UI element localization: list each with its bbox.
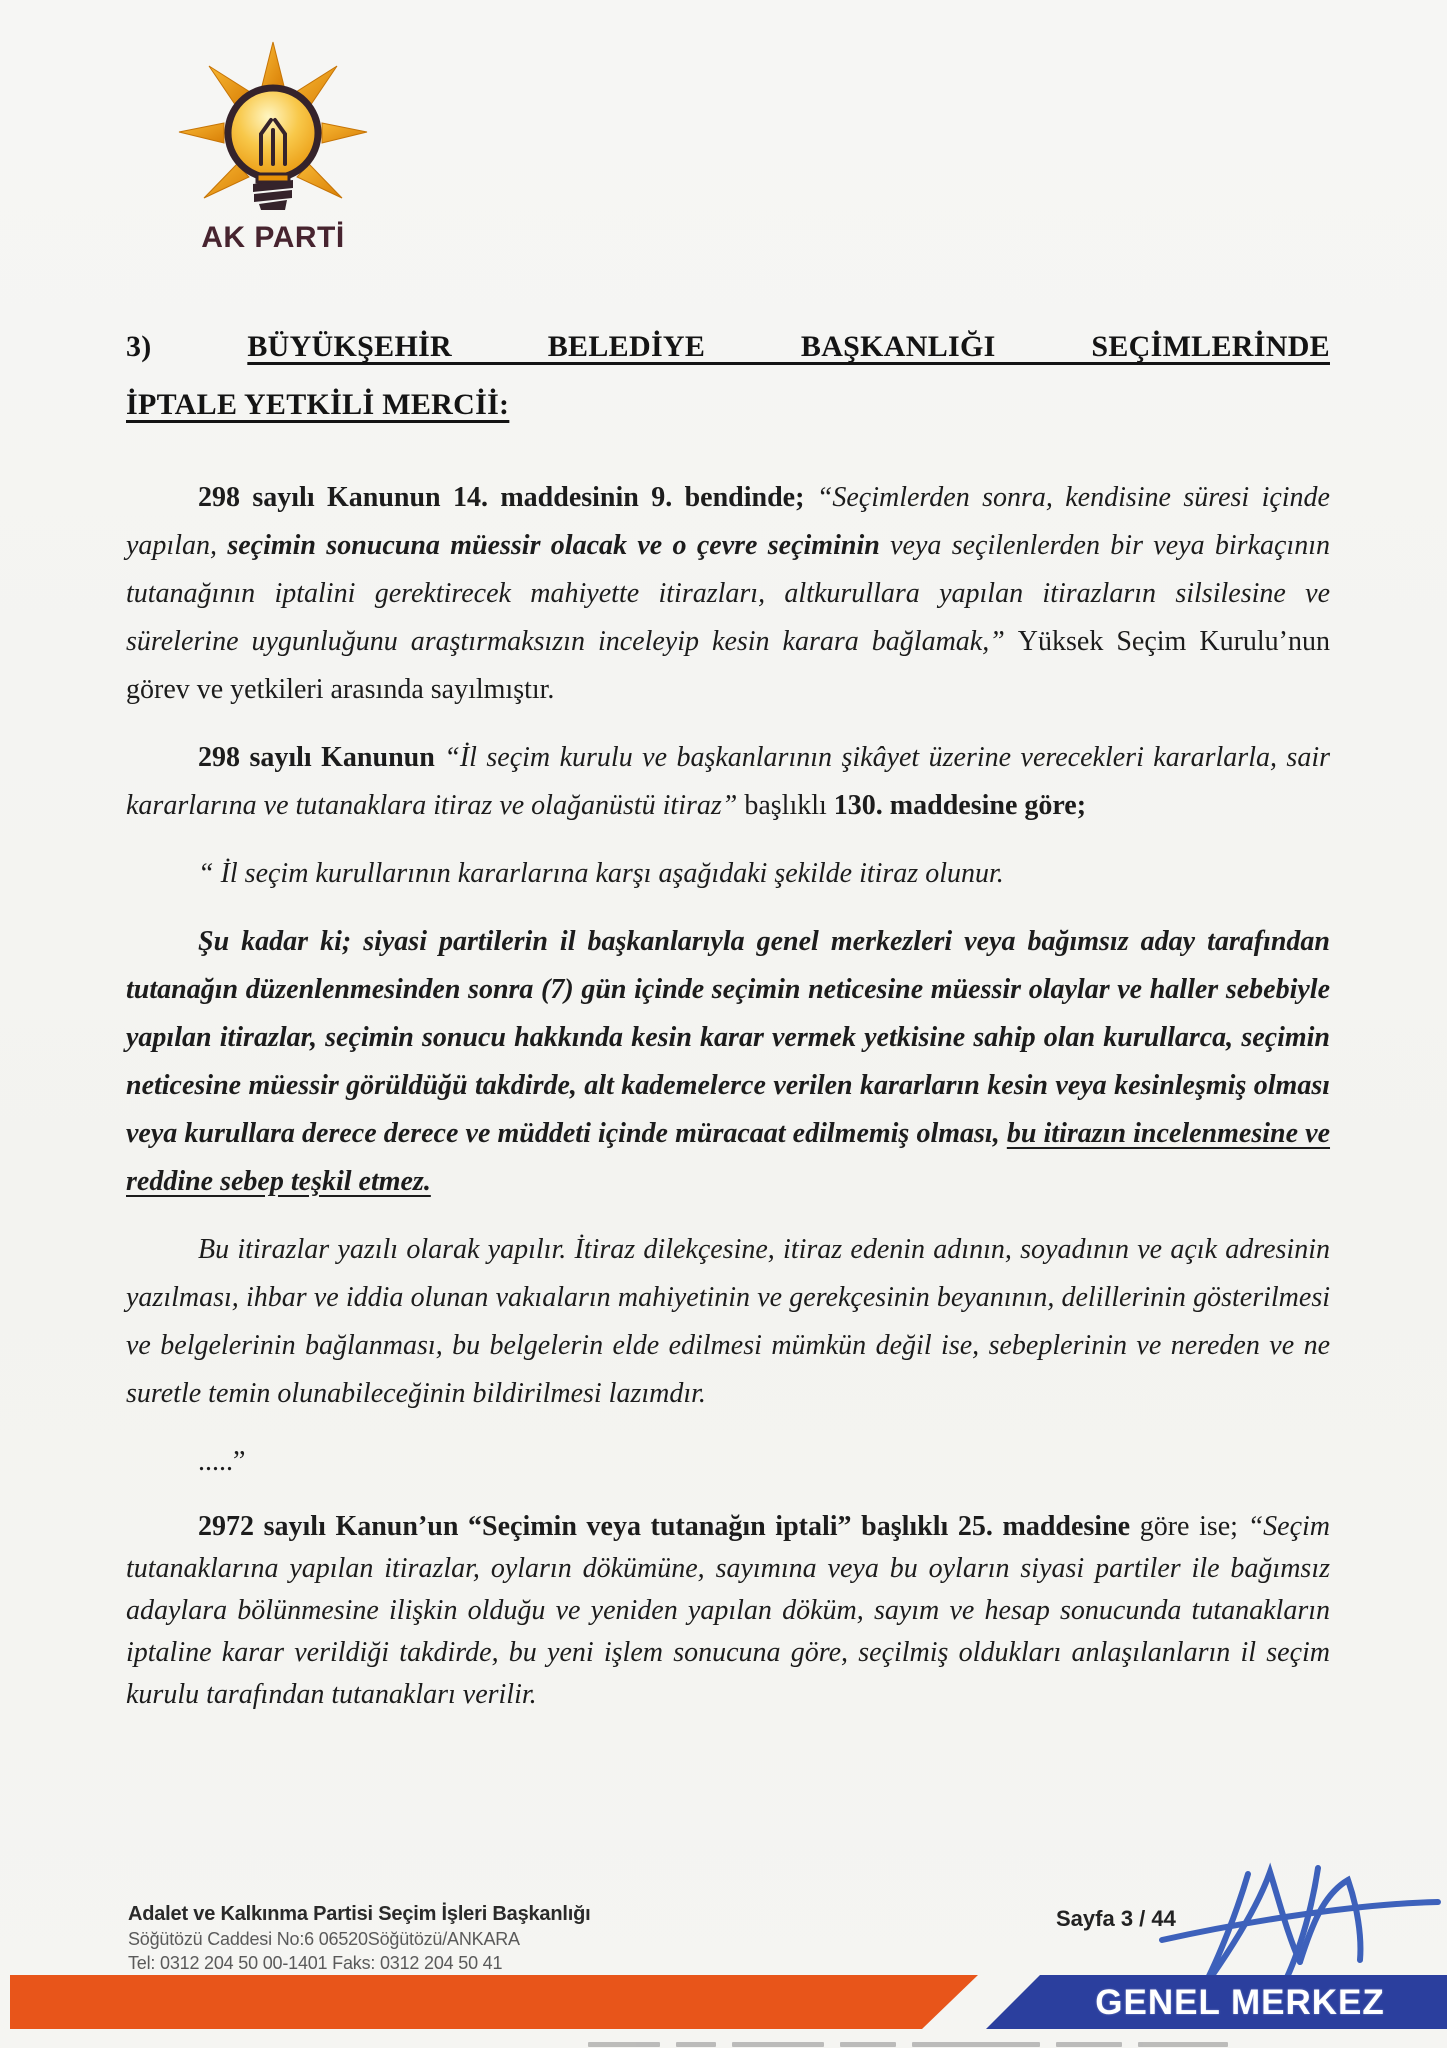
footer-address: Söğütözü Caddesi No:6 06520Söğütözü/ANKARA — [128, 1929, 520, 1949]
ak-parti-logo — [138, 36, 408, 255]
footer-contact-block — [128, 1903, 768, 1974]
text-segment: Yüksek Seçim Kurulu’nun görev ve yetkileri arasında sayılmıştır. — [126, 626, 1330, 705]
text-segment: Bu itirazlar yazılı olarak yapılır. İtiraz dilekçesine, itiraz edenin adının, soyadının ve açık adresinin yazılması, ihbar ve iddia olunan vakıaların mahiyetinin ve gerekçesinin beyanının, delillerinin gösterilmesi ve belgelerinin bağlanması, bu belgelerin elde edilmesi mümkün değil ise, sebeplerinin ve nereden ve ne suretle temin olunabileceğinin bildirilmesi lazımdır. — [126, 1234, 1330, 1409]
page-number: Sayfa 3 / 44 — [1056, 1906, 1176, 1931]
text-segment: 298 sayılı Kanunun 14. maddesinin 9. bendinde; — [198, 482, 817, 513]
banner-orange-stripe — [10, 1975, 978, 2029]
paragraph-quote-intro — [126, 850, 1330, 898]
lightbulb-sun-logo-icon — [173, 36, 373, 214]
document-content — [126, 322, 1330, 1716]
text-segment: başlıklı — [737, 790, 834, 821]
paragraph-law-298-art14 — [126, 474, 1330, 714]
paragraph-su-kadar-ki — [126, 918, 1330, 1206]
section-number: 3) — [126, 330, 152, 363]
document-body — [126, 474, 1330, 1716]
footer-phone-fax: Tel: 0312 204 50 00-1401 Faks: 0312 204 50 41 — [128, 1953, 503, 1973]
text-segment: “İl seçim kurulu ve başkanlarının şikâyet üzerine verecekleri kararlarla, sair kararlarına ve tutanaklara itiraz ve olağanüstü itiraz” — [126, 742, 1331, 821]
scan-artifact-marks — [588, 2042, 1228, 2048]
text-segment: göre ise; — [1139, 1511, 1248, 1542]
text-segment: 298 sayılı Kanunun — [198, 742, 445, 773]
paragraph-ellipsis-quote — [126, 1438, 1330, 1486]
section-heading-line2 — [126, 380, 1330, 430]
section-title-part1: BÜYÜKŞEHİR BELEDİYE BAŞKANLIĞI SEÇİMLERİNDE — [247, 330, 1330, 363]
text-segment: seçimin sonucuna müessir olacak ve o çevre seçiminin — [227, 530, 891, 561]
text-segment: 2972 sayılı Kanun’un “Seçimin veya tutanağın iptali” başlıklı 25. maddesine — [198, 1511, 1140, 1542]
logo-wordmark: AK PARTİ — [201, 221, 345, 254]
text-segment: Şu kadar ki; siyasi partilerin il başkanlarıyla genel merkezleri veya bağımsız aday tarafından tutanağın düzenlenmesinden sonra (7) gün içinde seçimin neticesine müessir olaylar ve haller sebebiyle yapılan itirazlar, seçimin sonucu hakkında kesin karar vermek yetkisine sahip olan kurullarca, seçimin neticesine müessir görüldüğü takdirde, alt kademelerce verilen kararların kesin veya kesinleşmiş olması veya kurullara derece derece ve müddeti içinde müracaat edilmemiş olması, — [126, 926, 1330, 1149]
text-segment: “Seçim tutanaklarına yapılan itirazlar, oyların dökümüne, sayımına veya bu oyların siyasi partiler ile bağımsız adaylara bölünmesine ilişkin olduğu ve yeniden yapılan döküm, sayım ve hesap sonucunda tutanakların iptaline karar verildiği takdirde, bu yeni işlem sonucuna göre, seçilmiş oldukları anlaşılanların il seçim kurulu tarafından tutanakları verilir. — [126, 1511, 1330, 1710]
section-heading — [126, 322, 1330, 430]
section-heading-line1 — [126, 322, 1330, 372]
text-segment: 130. maddesine göre; — [833, 790, 1087, 821]
text-segment: veya seçilenlerden bir veya birkaçının tutanağının iptalini gerektirecek mahiyette itirazları, altkurullara yapılan itirazların silsilesine ve sürelerine uygunluğunu araştırmaksızın inceleyip kesin karara bağlamak,” — [126, 530, 1330, 657]
text-segment: bu itirazın incelenmesine ve reddine sebep teşkil etmez. — [126, 1118, 1331, 1197]
text-segment: .....” — [198, 1446, 246, 1477]
text-segment: “ İl seçim kurullarının kararlarına karşı aşağıdaki şekilde itiraz olunur. — [198, 858, 1004, 889]
paragraph-itiraz-yazili — [126, 1226, 1330, 1418]
section-title-part2: İPTALE YETKİLİ MERCİİ: — [126, 388, 510, 421]
paragraph-law-2972-art25 — [126, 1506, 1330, 1716]
genel-merkez-label: GENEL MERKEZ — [1095, 1983, 1385, 2022]
text-segment: “Seçimlerden sonra, kendisine süresi içinde yapılan, — [126, 482, 1330, 561]
paragraph-law-298-art130 — [126, 734, 1330, 830]
footer-organization: Adalet ve Kalkınma Partisi Seçim İşleri Başkanlığı — [128, 1903, 591, 1925]
